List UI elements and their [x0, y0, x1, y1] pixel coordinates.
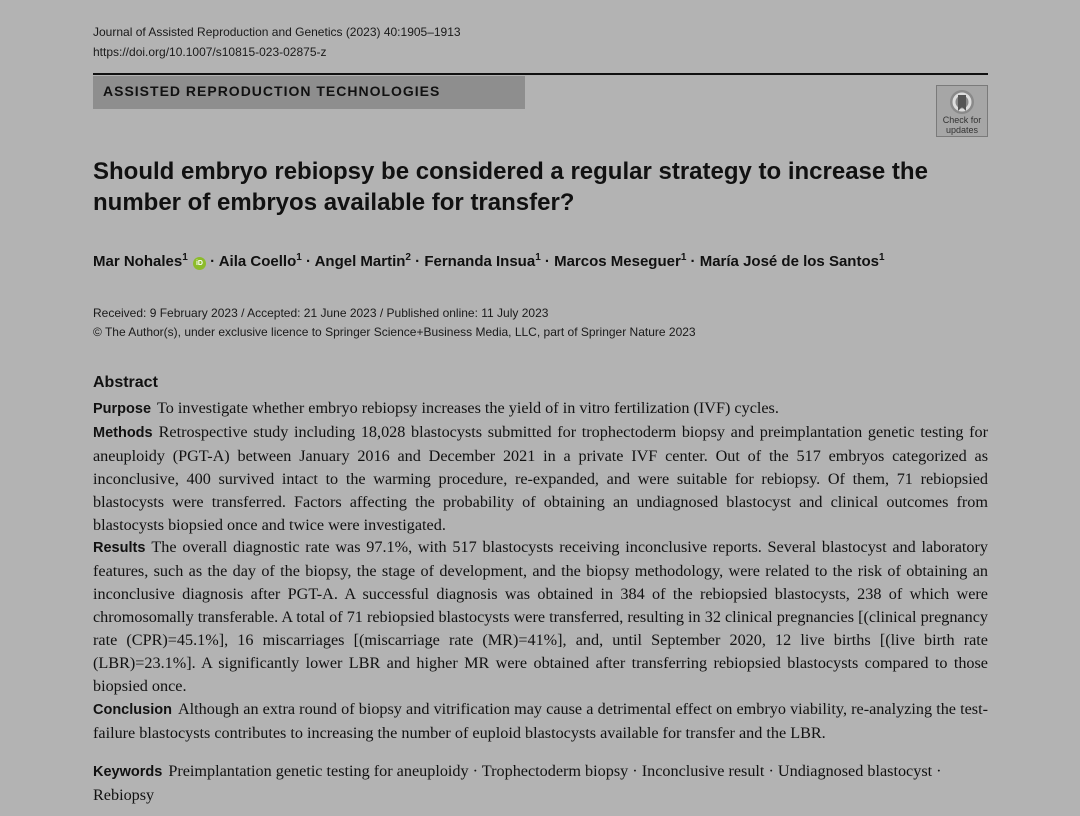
abstract-section-label: Methods — [93, 424, 153, 441]
author-name[interactable]: Mar Nohales — [93, 253, 183, 270]
doi-link[interactable]: https://doi.org/10.1007/s10815-023-02875-z — [93, 45, 327, 59]
author-affiliation: 1 — [878, 252, 885, 263]
section-label: ASSISTED REPRODUCTION TECHNOLOGIES — [93, 76, 525, 109]
check-badge-line2: updates — [945, 125, 979, 135]
check-for-updates-badge[interactable] — [936, 85, 988, 137]
abstract-methods — [93, 421, 988, 537]
author-affiliation: 1 — [680, 252, 687, 263]
header-rule — [93, 73, 988, 75]
author-affiliation: 1 — [535, 252, 541, 263]
abstract-conclusion — [93, 698, 988, 745]
abstract-section-label: Results — [93, 540, 146, 557]
keywords-text: Preimplantation genetic testing for aneuploidy · Trophectoderm biopsy · Inconclusive result · Undiagnosed blastocyst · Rebiopsy — [93, 762, 942, 804]
publication-dates: Received: 9 February 2023 / Accepted: 21 June 2023 / Published online: 11 July 2023 — [93, 306, 549, 320]
author-affiliation: 1 — [296, 252, 302, 263]
author-name[interactable]: Aila Coello — [218, 253, 297, 270]
abstract-section-label: Purpose — [93, 401, 152, 417]
abstract-heading: Abstract — [93, 374, 158, 391]
copyright-notice: © The Author(s), under exclusive licence to Springer Science+Business Media, LLC, part of Springer Nature 2023 — [93, 325, 696, 339]
author-name[interactable]: Marcos Meseguer — [554, 253, 681, 270]
abstract-body — [93, 397, 988, 745]
author-separator: · — [301, 253, 315, 270]
author-name[interactable]: Angel Martin — [314, 253, 406, 270]
abstract-purpose — [93, 397, 988, 421]
author-affiliation: 2 — [405, 252, 411, 263]
keywords — [93, 760, 988, 807]
article-title: Should embryo rebiopsy be considered a regular strategy to increase the number of embryos available for transfer? — [93, 158, 928, 216]
abstract-section-text: Retrospective study including 18,028 blastocysts submitted for trophectoderm biopsy and preimplantation genetic testing for aneuploidy (PGT-A) between January 2016 and December 2021 in a private IVF center. Out of the 517 embryos categorized as inconclusive, 400 survived intact to the warming procedure, re-expanded, and were suitable for rebiopsy. Of them, 71 rebiopsied blastocysts were transferred. Factors affecting the probability of obtaining an undiagnosed blastocyst and clinical outcomes from blastocysts biopsied once and twice were investigated. — [93, 422, 988, 534]
abstract-section-text: Although an extra round of biopsy and vitrification may cause a detrimental effect on embryo viability, re-analyzing the test-failure blastocysts contributes to increasing the number of euploid blastocysts available for transfer and the LBR. — [93, 699, 988, 742]
abstract-section-label: Conclusion — [93, 701, 172, 718]
author-separator: · — [410, 253, 425, 270]
author-separator: · — [540, 253, 555, 270]
orcid-icon[interactable]: iD — [193, 257, 206, 270]
author-name[interactable]: María José de los Santos — [699, 253, 879, 270]
author-affiliation: 1 — [182, 252, 188, 263]
author-list — [93, 252, 885, 270]
abstract-results — [93, 536, 988, 697]
abstract-section-text: To investigate whether embryo rebiopsy increases the yield of in vitro fertilization (IVF) cycles. — [157, 399, 779, 417]
author-separator: · — [205, 253, 219, 270]
author-name[interactable]: Fernanda Insua — [424, 253, 536, 270]
keywords-label: Keywords — [93, 764, 163, 780]
author-separator: · — [686, 253, 700, 270]
crossmark-icon — [949, 89, 975, 115]
check-badge-line1: Check for — [942, 115, 982, 125]
abstract-section-text: The overall diagnostic rate was 97.1%, with 517 blastocysts receiving inconclusive reports. Several blastocyst and laboratory features, such as the day of the biopsy, the stage of development, and the biopsy methodology, were related to the risk of obtaining an inconclusive diagnosis after PGT-A. A successful diagnosis was obtained in 384 of the rebiopsied blastocysts, 238 of which were chromosomally transferable. A total of 71 rebiopsied blastocysts were transferred, resulting in 32 clinical pregnancies [(clinical pregnancy rate (CPR)=45.1%], 16 miscarriages [(miscarriage rate (MR)=41%], and, until September 2020, 12 live births [(live birth rate (LBR)=23.1%]. A significantly lower LBR and higher MR were obtained after transferring rebiopsied blastocysts compared to those biopsied once. — [93, 538, 988, 695]
journal-citation: Journal of Assisted Reproduction and Genetics (2023) 40:1905–1913 — [93, 25, 461, 39]
